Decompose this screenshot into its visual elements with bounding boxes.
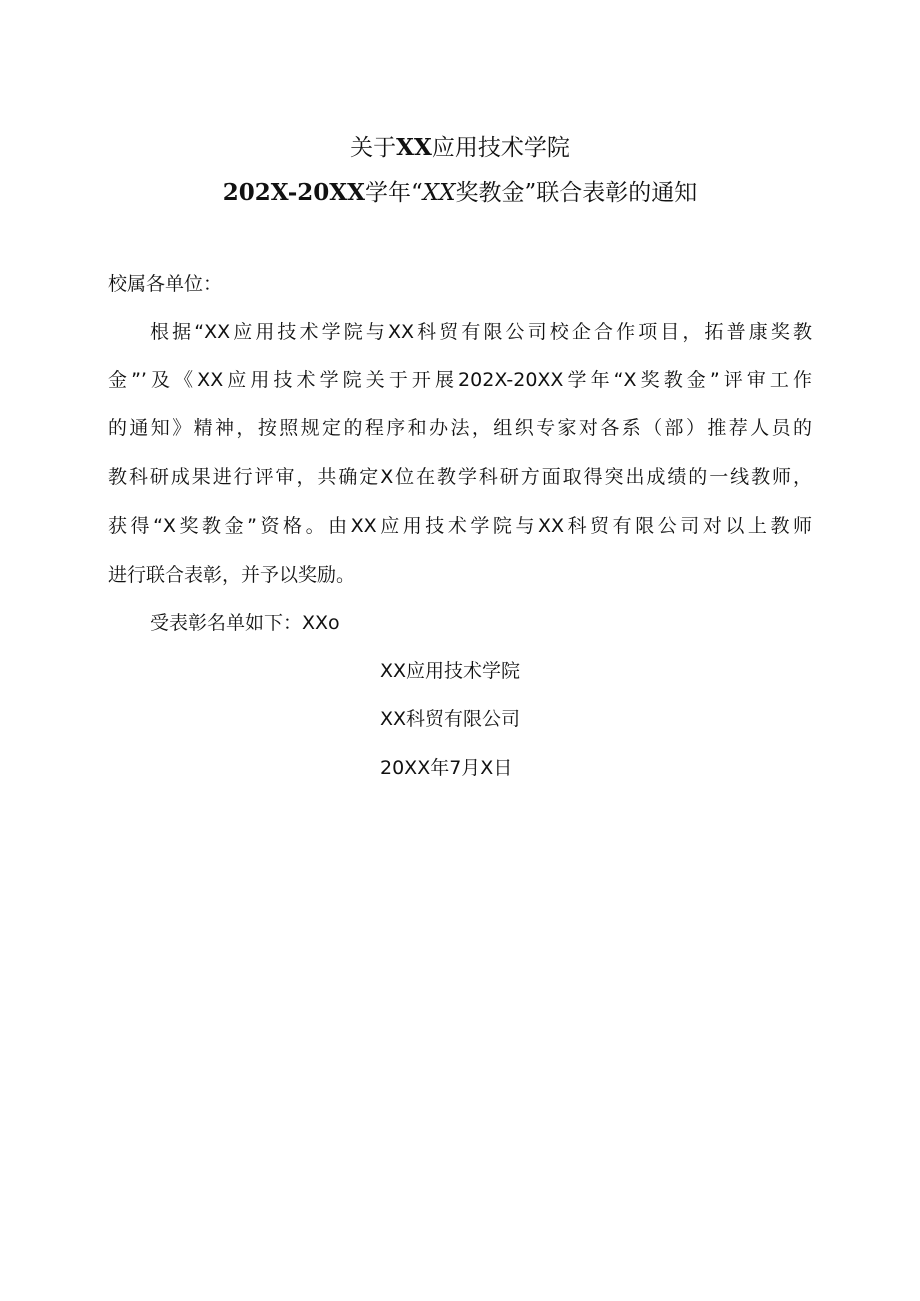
title-close-quote: ” <box>524 180 537 206</box>
paragraph-1-line-2: 金”’及《XX应用技术学院关于开展202X-20XX学年“X奖教金”评审工作 <box>108 369 812 391</box>
paragraph-1-line-3: 的通知》精神，按照规定的程序和办法，组织专家对各系（部）推荐人员的 <box>108 417 812 439</box>
title-award-name: 奖教金 <box>455 180 525 206</box>
title-prefix: 关于 <box>350 135 397 161</box>
title-institution-name: 应用技术学院 <box>431 135 570 161</box>
title-year-word: 学年 <box>365 180 411 206</box>
paragraph-1-line-6: 进行联合表彰，并予以奖励。 <box>108 564 356 586</box>
title-academic-years: 202X-20XX <box>222 179 365 206</box>
title-suffix: 联合表彰的通知 <box>536 180 698 206</box>
salutation: 校属各单位： <box>108 273 223 295</box>
document-title-line-2 <box>0 178 920 208</box>
paragraph-1-line-1: 根据“XX应用技术学院与XX科贸有限公司校企合作项目，拓普康奖教 <box>150 321 812 343</box>
title-award-code: XX <box>422 180 456 206</box>
title-open-quote: “ <box>411 180 423 206</box>
signature-date: 20XX年7月X日 <box>380 757 513 779</box>
paragraph-2: 受表彰名单如下：XXo <box>150 612 340 634</box>
paragraph-1-line-4: 教科研成果进行评审，共确定X位在教学科研方面取得突出成绩的一线教师， <box>108 466 812 488</box>
signature-organization-1: XX应用技术学院 <box>380 660 521 682</box>
paragraph-1-line-5: 获得“X奖教金”资格。由XX应用技术学院与XX科贸有限公司对以上教师 <box>108 515 812 537</box>
signature-organization-2: XX科贸有限公司 <box>380 708 521 730</box>
title-institution-code: XX <box>396 134 432 161</box>
document-title-line-1 <box>0 133 920 163</box>
